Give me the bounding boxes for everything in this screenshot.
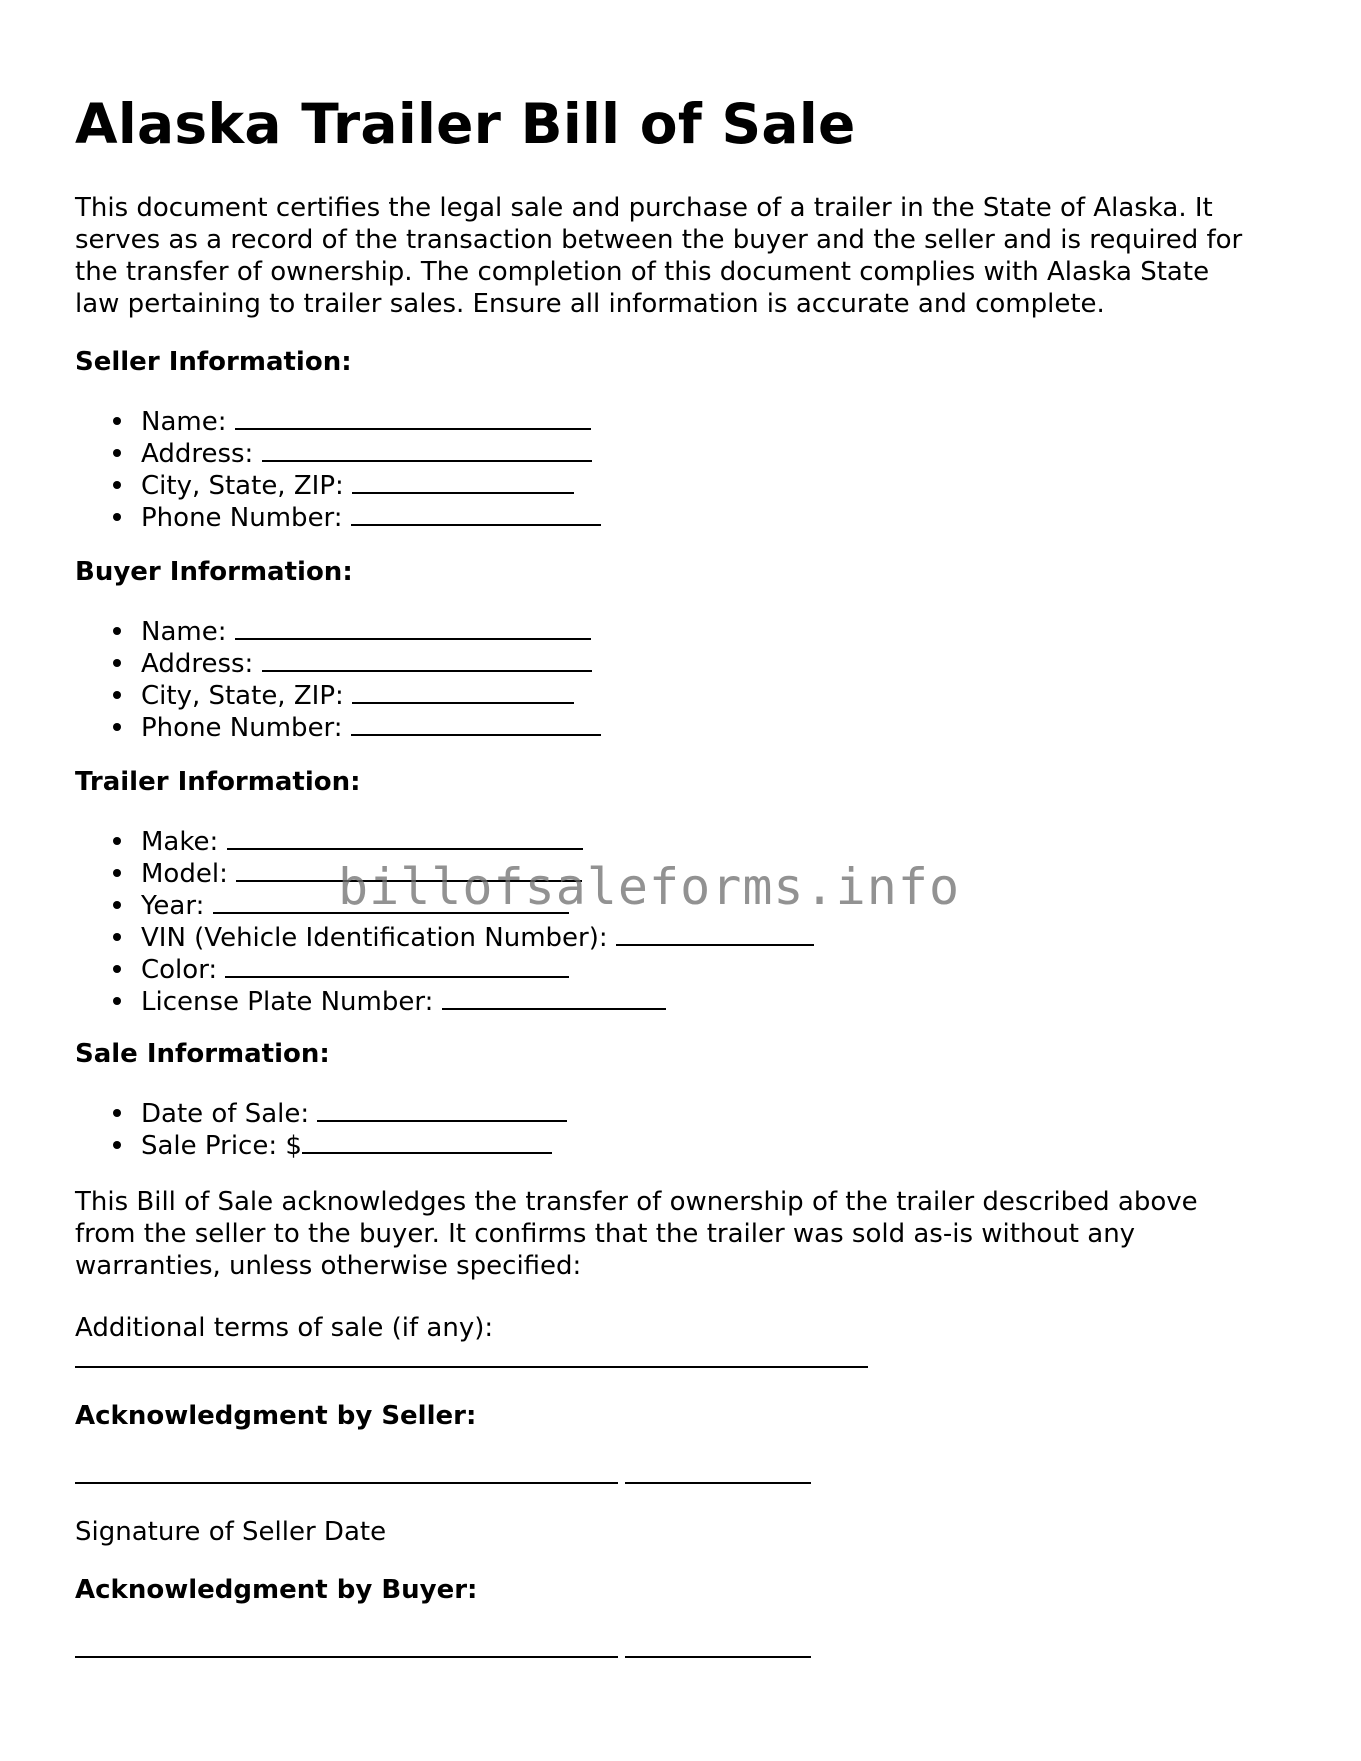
sale-price-field[interactable] — [75, 1128, 567, 1160]
buyer-date-line[interactable] — [625, 1656, 811, 1658]
field-label: Address: — [141, 439, 254, 469]
additional-terms-input-line[interactable] — [75, 1366, 868, 1368]
sale-heading: Sale Information: — [75, 1039, 330, 1069]
intro-line: law pertaining to trailer sales. Ensure all information is accurate and complete. — [75, 289, 1105, 319]
buyer-fields — [75, 614, 601, 742]
buyer-acknowledgment-heading: Acknowledgment by Buyer: — [75, 1575, 478, 1605]
field-label: Phone Number: — [141, 503, 343, 533]
buyer-name-field[interactable] — [75, 614, 601, 646]
blank-line — [352, 678, 574, 704]
seller-address-field[interactable] — [75, 436, 601, 468]
trailer-color-field[interactable] — [75, 952, 814, 984]
blank-line — [262, 436, 592, 462]
seller-heading: Seller Information: — [75, 347, 352, 377]
trailer-vin-field[interactable] — [75, 920, 814, 952]
seller-name-field[interactable] — [75, 404, 601, 436]
blank-line — [235, 404, 591, 430]
seller-signature-caption: Signature of Seller Date — [75, 1517, 387, 1547]
blank-line — [351, 500, 601, 526]
acknowledgment-line: from the seller to the buyer. It confirms that the trailer was sold as-is without any — [75, 1219, 1136, 1249]
field-label: City, State, ZIP: — [141, 681, 344, 711]
field-label: License Plate Number: — [141, 987, 434, 1017]
trailer-make-field[interactable] — [75, 824, 814, 856]
field-label: Name: — [141, 407, 227, 437]
blank-line — [227, 824, 583, 850]
field-label: Date of Sale: — [141, 1099, 310, 1129]
seller-city-state-zip-field[interactable] — [75, 468, 601, 500]
blank-line — [235, 614, 591, 640]
field-label: City, State, ZIP: — [141, 471, 344, 501]
field-label: Color: — [141, 955, 218, 985]
field-label: Sale Price: $ — [141, 1131, 302, 1161]
buyer-city-state-zip-field[interactable] — [75, 678, 601, 710]
trailer-model-field[interactable] — [75, 856, 814, 888]
trailer-fields — [75, 824, 814, 1016]
field-label: Year: — [141, 891, 205, 921]
blank-line — [225, 952, 569, 978]
blank-line — [616, 920, 814, 946]
intro-line: serves as a record of the transaction between the buyer and the seller and is required for — [75, 225, 1243, 255]
sale-fields — [75, 1096, 567, 1160]
buyer-phone-field[interactable] — [75, 710, 601, 742]
intro-line: the transfer of ownership. The completion of this document complies with Alaska State — [75, 257, 1210, 287]
trailer-license-plate-field[interactable] — [75, 984, 814, 1016]
document-title: Alaska Trailer Bill of Sale — [75, 92, 856, 156]
field-label: Phone Number: — [141, 713, 343, 743]
blank-line — [262, 646, 592, 672]
seller-fields — [75, 404, 601, 532]
watermark-text: billofsaleforms.info — [338, 858, 961, 916]
field-label: VIN (Vehicle Identification Number): — [141, 923, 608, 953]
blank-line — [317, 1096, 567, 1122]
intro-line: This document certifies the legal sale and purchase of a trailer in the State of Alaska. It — [75, 193, 1213, 223]
additional-terms-label: Additional terms of sale (if any): — [75, 1313, 494, 1343]
field-label: Name: — [141, 617, 227, 647]
blank-line — [351, 710, 601, 736]
acknowledgment-line: This Bill of Sale acknowledges the transfer of ownership of the trailer described above — [75, 1187, 1198, 1217]
seller-acknowledgment-heading: Acknowledgment by Seller: — [75, 1401, 477, 1431]
field-label: Model: — [141, 859, 228, 889]
acknowledgment-line: warranties, unless otherwise specified: — [75, 1251, 582, 1281]
seller-phone-field[interactable] — [75, 500, 601, 532]
intro-paragraph — [75, 192, 1242, 320]
field-label: Make: — [141, 827, 219, 857]
buyer-heading: Buyer Information: — [75, 557, 353, 587]
blank-line — [302, 1128, 552, 1154]
buyer-signature-line[interactable] — [75, 1656, 618, 1658]
sale-date-field[interactable] — [75, 1096, 567, 1128]
acknowledgment-paragraph — [75, 1186, 1198, 1282]
trailer-year-field[interactable] — [75, 888, 814, 920]
blank-line — [236, 856, 582, 882]
seller-date-line[interactable] — [625, 1482, 811, 1484]
blank-line — [352, 468, 574, 494]
seller-signature-line[interactable] — [75, 1482, 618, 1484]
field-label: Address: — [141, 649, 254, 679]
blank-line — [213, 888, 569, 914]
buyer-address-field[interactable] — [75, 646, 601, 678]
blank-line — [442, 984, 666, 1010]
trailer-heading: Trailer Information: — [75, 767, 361, 797]
